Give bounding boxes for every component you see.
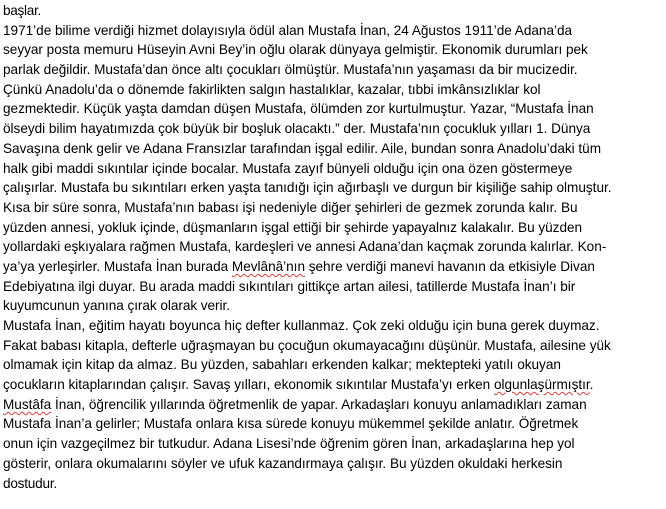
- spellcheck-flagged-word: Mevlânâ’nın: [231, 258, 305, 274]
- text-line: [3, 375, 665, 395]
- text-line: [3, 159, 665, 179]
- text-line: [3, 80, 665, 100]
- text-segment: 1971’de bilime verdiği hizmet dolayısıyla ödül alan Mustafa İnan, 24 Ağustos 1911’de Adana’da: [3, 22, 573, 38]
- text-segment: parlak değildir. Mustafa’dan önce altı çocukları ölmüştür. Mustafa’nın yaşaması da bir mucizedir.: [3, 62, 578, 78]
- text-segment: onun için vazgeçilmez bir tutkudur. Adana Lisesi’nde öğrenim gören İnan, arkadaşlarına hep yol: [3, 436, 575, 452]
- text-segment: şehre verdiği manevi havanın da etkisiyle Divan: [304, 258, 595, 274]
- text-line: [3, 395, 665, 415]
- text-line: [3, 1, 665, 21]
- text-segment: dostudur.: [3, 475, 57, 491]
- text-line: [3, 316, 665, 336]
- text-line: [3, 414, 665, 434]
- text-line: [3, 355, 665, 375]
- text-segment: başlar.: [3, 3, 42, 18]
- spellcheck-flagged-word: olgunlaşürmıştır: [493, 377, 590, 393]
- text-line: [3, 21, 665, 41]
- text-line: [3, 296, 665, 316]
- text-line: [3, 336, 665, 356]
- text-segment: kuyumcunun yanına çırak olarak verir.: [3, 298, 230, 314]
- spellcheck-flagged-word: Mustâfa: [3, 396, 52, 412]
- text-segment: gösterir, onlara okumalarını söyler ve ufuk kazandırmaya çalışır. Bu yüzden okuldaki herkesin: [3, 455, 563, 471]
- text-segment: Kısa bir süre sonra, Mustafa’nın babası işi nedeniyle diğer şehirleri de gezmek zorunda kalır. Bu: [3, 199, 578, 215]
- text-segment: Edebiyatına ilgi duyar. Bu arada maddi sıkıntıları gittikçe artan ailesi, tatillerde Mustafa İnan’ı bir: [3, 278, 576, 294]
- text-segment: Mustafa İnan’a gelirler; Mustafa onlara kısa sürede konuyu mükemmel şekilde anlatır. Öğretmek: [3, 416, 579, 432]
- text-segment: çocukların kitaplarından çalışır. Savaş yılları, ekonomik sıkıntılar Mustafa’yı erken: [3, 377, 494, 393]
- text-line: [3, 218, 665, 238]
- text-segment: Mustafa İnan, eğitim hayatı boyunca hiç defter kullanmaz. Çok zeki olduğu için buna gerek duymaz.: [3, 318, 600, 333]
- text-segment: çalışırlar. Mustafa bu sıkıntıları erken yaşta tanıdığı için ağırbaşlı ve durgun bir kişiliğe sahip olmuştur.: [3, 180, 612, 196]
- text-segment: yüzden annesi, yokluk içinde, düşmanların işgal ettiği bir şehirde yapayalnız kalakalır. Bu yüzden: [3, 219, 583, 235]
- text-line: [3, 277, 665, 297]
- text-segment: Fakat babası kitapla, defterle uğraşmayan bu çocuğun okumayacağını düşünür. Mustafa, ailesine yük: [3, 337, 611, 353]
- text-line: [3, 237, 665, 257]
- text-line: [3, 178, 665, 198]
- document-body-text: [3, 1, 665, 493]
- text-line: [3, 454, 665, 474]
- text-line: [3, 434, 665, 454]
- text-line: [3, 60, 665, 80]
- text-segment: yollardaki eşkıyalara rağmen Mustafa, kardeşleri ve annesi Adana’dan kaçmak zorunda kalırlar. Kon-: [3, 239, 607, 255]
- text-segment: İnan, öğrencilik yıllarında öğretmenlik de yapar. Arkadaşları konuyu anlamadıkları zaman: [51, 396, 587, 412]
- text-line: [3, 257, 665, 277]
- text-segment: Çünkü Anadolu’da o dönemde fakirlikten salgın hastalıklar, kazalar, tıbbi imkânsızlıklar kol: [3, 81, 541, 97]
- text-line: [3, 119, 665, 139]
- text-line: [3, 139, 665, 159]
- text-segment: ya’ya yerleşirler. Mustafa İnan burada: [3, 258, 232, 274]
- text-line: [3, 198, 665, 218]
- text-segment: olmamak için kitap da almaz. Bu yüzden, sabahları erkenden kalkar; mektepteki yatılı okuyan: [3, 357, 561, 373]
- text-segment: ölseydi bilim hayatımızda çok büyük bir boşluk olacaktı.” der. Mustafa’nın çocukluk yılları 1. Dünya: [3, 121, 591, 137]
- text-segment: seyyar posta memuru Hüseyin Avni Bey’in oğlu olarak dünyaya gelmiştir. Ekonomik durumları pek: [3, 42, 588, 58]
- text-line: [3, 99, 665, 119]
- text-segment: halk gibi maddi sıkıntılar içinde bocalar. Mustafa zayıf bünyeli olduğu için ona özen göstermeye: [3, 160, 573, 176]
- text-segment: .: [589, 377, 594, 393]
- text-line: [3, 40, 665, 60]
- text-segment: gezmektedir. Küçük yaşta damdan düşen Mustafa, ölümden zor kurtulmuştur. Yazar, “Mustafa İnan: [3, 101, 594, 117]
- text-segment: Savaşına denk gelir ve Adana Fransızlar tarafından işgal edilir. Aile, bundan sonra Anadolu’daki tüm: [3, 140, 602, 156]
- text-line: [3, 474, 665, 494]
